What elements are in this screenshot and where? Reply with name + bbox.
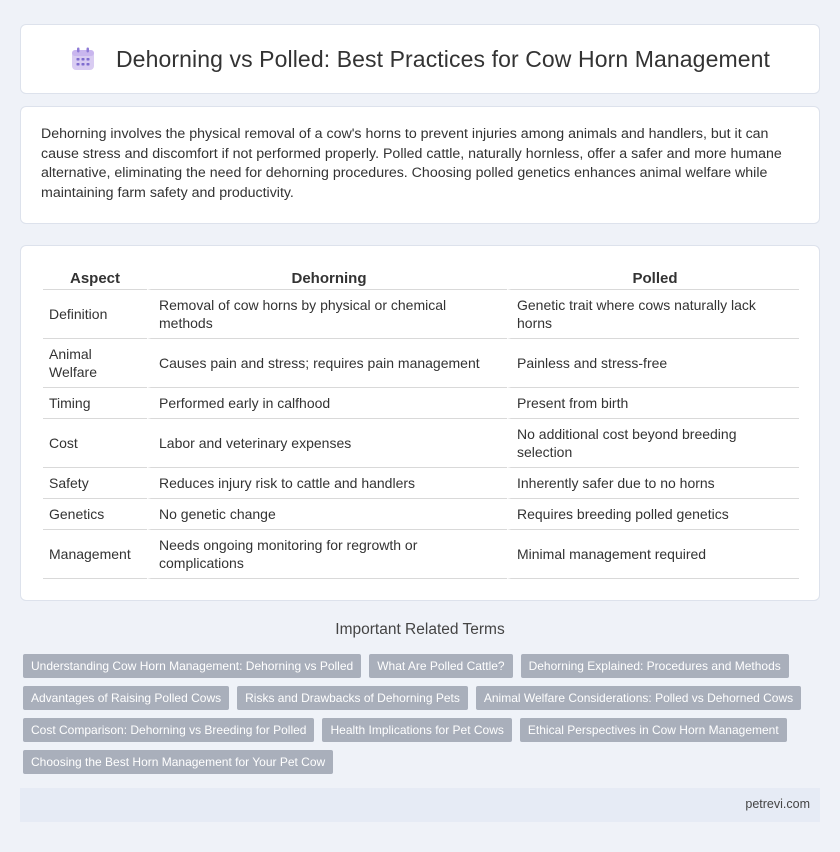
cell-aspect: Cost [43,419,147,468]
cell-aspect: Safety [43,468,147,499]
cell-aspect: Timing [43,388,147,419]
related-term-tag[interactable]: Ethical Perspectives in Cow Horn Management [520,718,787,742]
table-row [43,339,799,388]
table-row [43,468,799,499]
table-row [43,530,799,579]
cell-polled: Minimal management required [507,530,799,579]
related-term-tag[interactable]: Health Implications for Pet Cows [322,718,511,742]
cell-polled: Genetic trait where cows naturally lack horns [507,290,799,339]
cell-aspect: Animal Welfare [43,339,147,388]
cell-dehorning: Causes pain and stress; requires pain management [147,339,507,388]
header-polled: Polled [507,264,799,290]
related-term-tag[interactable]: Choosing the Best Horn Management for Your Pet Cow [23,750,333,774]
related-terms-list [23,654,813,782]
comparison-table [43,264,799,579]
table-row [43,290,799,339]
comparison-table-card [20,245,820,601]
cell-dehorning: Labor and veterinary expenses [147,419,507,468]
footer-site-link[interactable]: petrevi.com [745,797,810,811]
cell-polled: No additional cost beyond breeding selection [507,419,799,468]
cell-dehorning: No genetic change [147,499,507,530]
related-term-tag[interactable]: Animal Welfare Considerations: Polled vs Dehorned Cows [476,686,801,710]
related-term-tag[interactable]: Dehorning Explained: Procedures and Methods [521,654,789,678]
table-row [43,388,799,419]
page-title: Dehorning vs Polled: Best Practices for Cow Horn Management [115,45,771,72]
related-term-tag[interactable]: Cost Comparison: Dehorning vs Breeding for Polled [23,718,314,742]
header-dehorning: Dehorning [147,264,507,290]
table-row [43,419,799,468]
cell-aspect: Definition [43,290,147,339]
cell-polled: Requires breeding polled genetics [507,499,799,530]
related-terms-title: Important Related Terms [335,621,505,638]
cell-dehorning: Removal of cow horns by physical or chemical methods [147,290,507,339]
footer [20,788,820,822]
cell-dehorning: Performed early in calfhood [147,388,507,419]
header-aspect: Aspect [43,264,147,290]
cell-dehorning: Reduces injury risk to cattle and handlers [147,468,507,499]
calendar-icon [70,46,96,72]
cell-aspect: Management [43,530,147,579]
intro-card [20,106,820,224]
related-term-tag[interactable]: What Are Polled Cattle? [369,654,512,678]
cell-polled: Present from birth [507,388,799,419]
cell-aspect: Genetics [43,499,147,530]
intro-text: Dehorning involves the physical removal of a cow's horns to prevent injuries among animals and handlers, but it can cause stress and discomfort if not performed properly. Polled cattle, naturally hornless, offer a safer and more humane alternative, eliminating the need for dehorning procedures. Choosing polled genetics enhances animal welfare while maintaining farm safety and productivity. [41,126,782,201]
cell-polled: Inherently safer due to no horns [507,468,799,499]
related-term-tag[interactable]: Understanding Cow Horn Management: Dehorning vs Polled [23,654,361,678]
related-term-tag[interactable]: Advantages of Raising Polled Cows [23,686,229,710]
cell-polled: Painless and stress-free [507,339,799,388]
page-header [20,24,820,94]
related-term-tag[interactable]: Risks and Drawbacks of Dehorning Pets [237,686,468,710]
cell-dehorning: Needs ongoing monitoring for regrowth or complications [147,530,507,579]
table-row [43,499,799,530]
table-header-row [43,264,799,290]
